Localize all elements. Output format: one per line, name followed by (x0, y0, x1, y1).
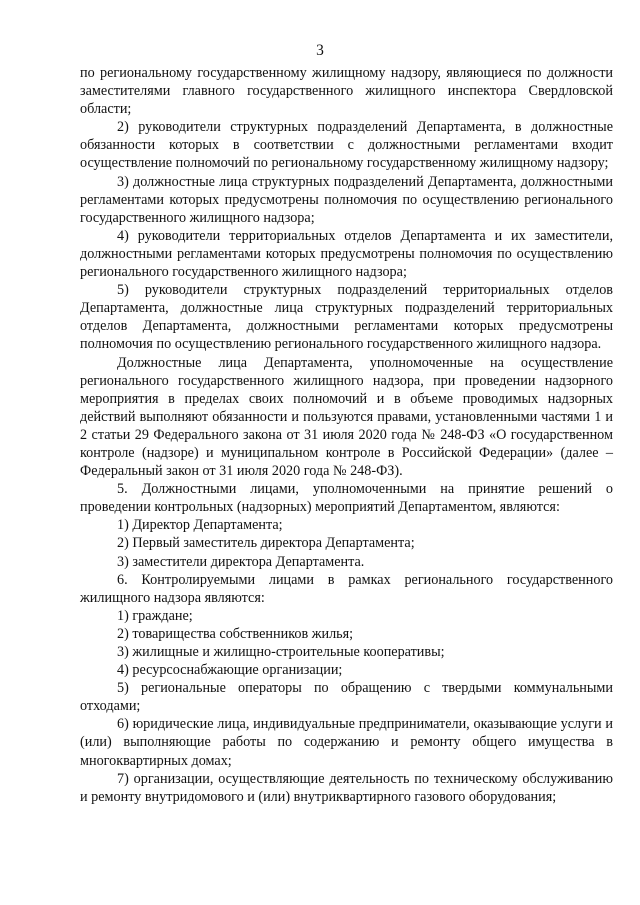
paragraph-item-2: 2) руководители структурных подразделений Департамента, в должностные обязанности которых в соответствии с должностными регламентами входит осуществление полномочий по региональному государственному жилищному надзору; (80, 119, 613, 172)
paragraph-item-4: 4) руководители территориальных отделов Департамента и их заместители, должностными регламентами которых предусмотрены полномочия по осуществлению регионального государственного жилищного надзора; (80, 227, 613, 281)
paragraph-6-item-3: 3) жилищные и жилищно-строительные кооперативы; (117, 644, 445, 660)
paragraph-item-5: 5) руководители структурных подразделений территориальных отделов Департамента, должностные лица структурных подразделений территориальных отделов Департамента, должностными регламентами которых предусмотрены полномочия по осуществлению регионального государственного жилищного надзора. (80, 282, 613, 353)
paragraph-5-item-2: 2) Первый заместитель директора Департамента; (117, 535, 415, 552)
paragraph-6-item-1: 1) граждане; (117, 607, 193, 624)
paragraph-5-item-1: 1) Директор Департамента; (117, 517, 283, 534)
paragraph-6-item-5: 5) региональные операторы по обращению с твердыми коммунальными отходами; (80, 680, 613, 715)
page-number: 3 (316, 42, 324, 59)
paragraph-item-3: 3) должностные лица структурных подразделений Департамента, должностными регламентами которых предусмотрены полномочия по осуществлению регионального государственного жилищного надзора; (80, 173, 613, 226)
paragraph-6-item-4: 4) ресурсоснабжающие организации; (117, 662, 343, 679)
paragraph-section-5: 5. Должностными лицами, уполномоченными на принятие решений о проведении контрольных (надзорных) мероприятий Департаментом, являются: (80, 481, 613, 516)
paragraph-continuation: по региональному государственному жилищному надзору, являющиеся по должности заместителями главного государственного жилищного инспектора Свердловской области; (80, 65, 613, 118)
paragraph-5-item-3: 3) заместители директора Департамента. (117, 553, 365, 570)
paragraph-6-item-7: 7) организации, осуществляющие деятельность по техническому обслуживанию и ремонту внутридомового и (или) внутриквартирного газового оборудования; (80, 770, 613, 805)
paragraph-officials-rights: Должностные лица Департамента, уполномоченные на осуществление регионального государственного жилищного надзора, при проведении надзорного мероприятия в пределах своих полномочий и в объеме проводимых надзорных действий выполняют обязанности и пользуются правами, установленными частями 1 и 2 статьи 29 Федерального закона от 31 июля 2020 года № 248-ФЗ «О государственном контроле (надзоре) и муниципальном контроле в Российской Федерации» (далее – Федеральный закон от 31 июля 2020 года № 248-ФЗ). (80, 354, 613, 480)
paragraph-6-item-2: 2) товарищества собственников жилья; (117, 625, 354, 642)
document-body (80, 64, 613, 806)
paragraph-section-6: 6. Контролируемыми лицами в рамках регионального государственного жилищного надзора являются: (80, 571, 613, 606)
paragraph-6-item-6: 6) юридические лица, индивидуальные предприниматели, оказывающие услуги и (или) выполняющие работы по содержанию и ремонту общего имущества в многоквартирных домах; (80, 716, 613, 769)
